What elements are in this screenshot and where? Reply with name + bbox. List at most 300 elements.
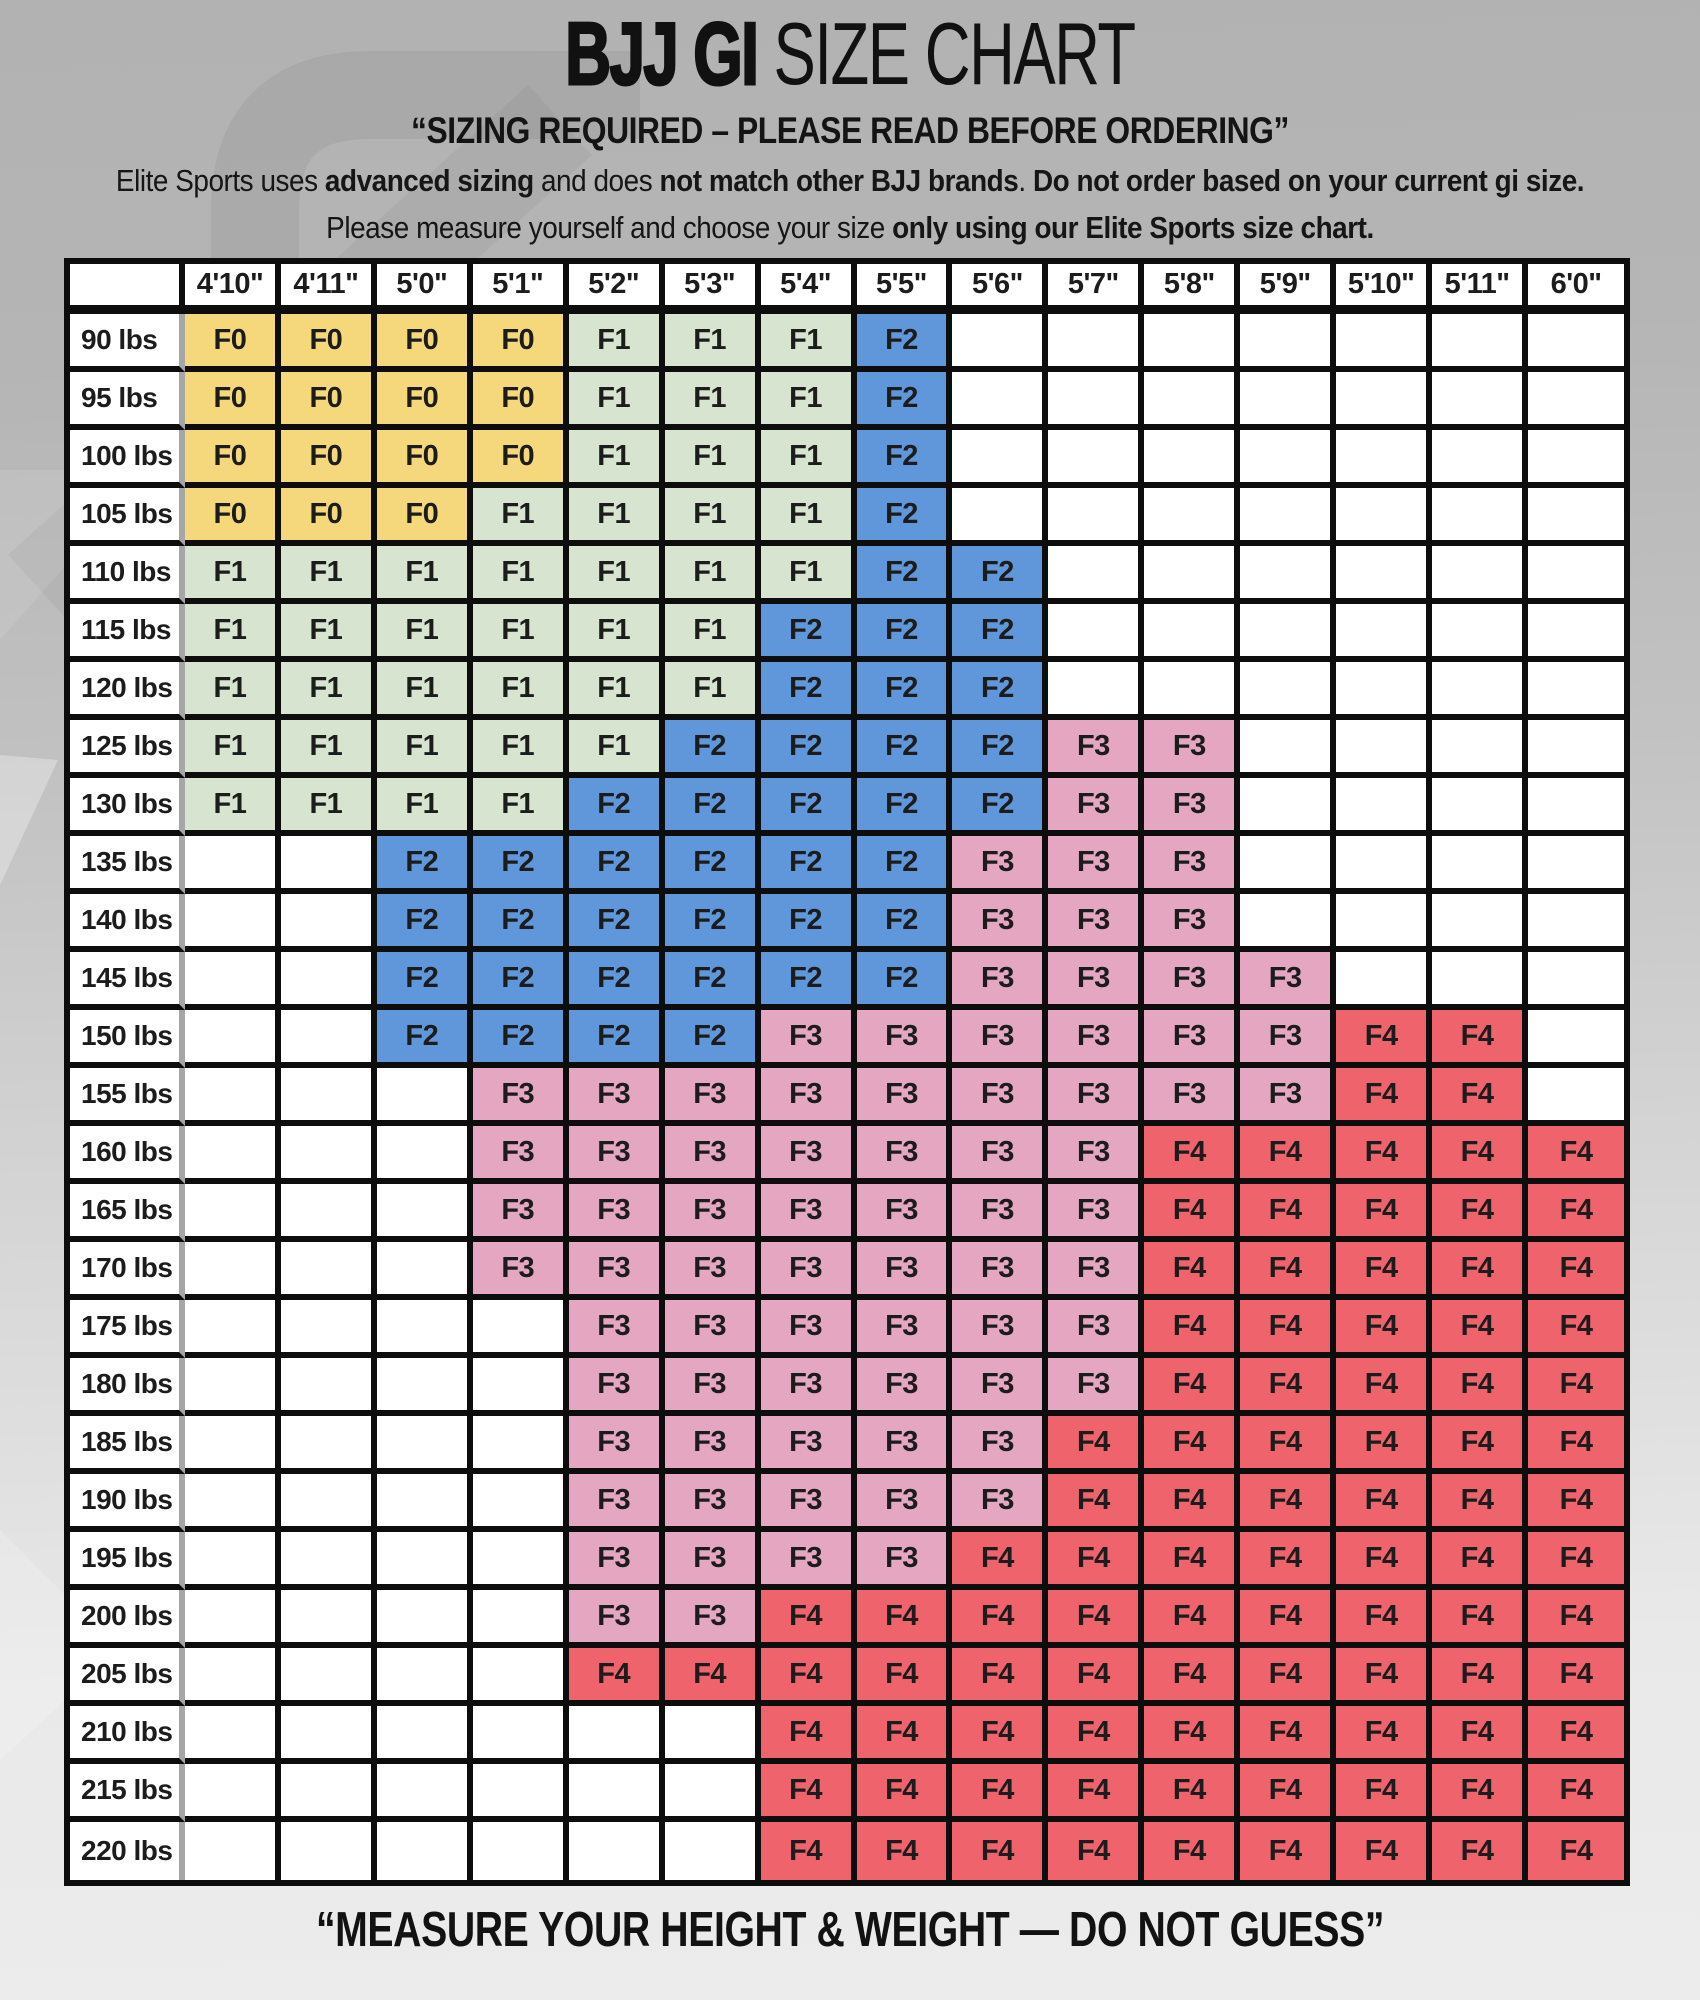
empty-cell	[377, 1300, 473, 1358]
size-cell: F4	[1144, 1242, 1240, 1300]
size-cell: F3	[761, 1474, 857, 1532]
size-cell: F3	[761, 1416, 857, 1474]
size-cell: F1	[665, 662, 761, 720]
size-cell: F4	[952, 1648, 1048, 1706]
size-cell: F1	[569, 488, 665, 546]
weight-label: 170 lbs	[70, 1242, 185, 1300]
empty-cell	[185, 836, 281, 894]
empty-cell	[185, 1068, 281, 1126]
size-cell: F2	[857, 314, 953, 372]
size-cell: F4	[1528, 1706, 1624, 1764]
empty-cell	[569, 1764, 665, 1822]
size-cell: F4	[1240, 1590, 1336, 1648]
empty-cell	[1240, 430, 1336, 488]
size-cell: F1	[761, 546, 857, 604]
size-cell: F3	[1144, 836, 1240, 894]
empty-cell	[1240, 604, 1336, 662]
size-cell: F3	[1048, 1068, 1144, 1126]
size-cell: F3	[665, 1358, 761, 1416]
size-cell: F4	[761, 1590, 857, 1648]
weight-label: 125 lbs	[70, 720, 185, 778]
size-cell: F1	[281, 546, 377, 604]
size-cell: F1	[665, 430, 761, 488]
size-cell: F3	[857, 1068, 953, 1126]
empty-cell	[185, 1358, 281, 1416]
size-cell: F4	[1144, 1300, 1240, 1358]
size-cell: F3	[761, 1068, 857, 1126]
empty-cell	[1240, 372, 1336, 430]
empty-cell	[1240, 778, 1336, 836]
empty-cell	[1528, 488, 1624, 546]
size-cell: F3	[569, 1126, 665, 1184]
size-cell: F1	[377, 662, 473, 720]
size-cell: F1	[377, 604, 473, 662]
sizing-notice-line2	[85, 210, 1615, 246]
size-cell: F2	[857, 894, 953, 952]
size-cell: F3	[952, 1416, 1048, 1474]
size-cell: F0	[185, 488, 281, 546]
size-cell: F2	[857, 604, 953, 662]
size-cell: F3	[1240, 952, 1336, 1010]
size-cell: F4	[857, 1764, 953, 1822]
size-cell: F3	[1144, 1068, 1240, 1126]
size-cell: F1	[665, 488, 761, 546]
empty-cell	[1432, 836, 1528, 894]
size-cell: F4	[1144, 1184, 1240, 1242]
size-cell: F4	[1144, 1532, 1240, 1590]
empty-cell	[1240, 314, 1336, 372]
empty-cell	[281, 1010, 377, 1068]
size-cell: F4	[1432, 1706, 1528, 1764]
empty-cell	[1240, 488, 1336, 546]
empty-cell	[1528, 778, 1624, 836]
size-cell: F1	[377, 778, 473, 836]
empty-cell	[1528, 372, 1624, 430]
size-cell: F3	[952, 1300, 1048, 1358]
size-cell: F3	[1048, 778, 1144, 836]
empty-cell	[377, 1532, 473, 1590]
weight-label: 175 lbs	[70, 1300, 185, 1358]
size-cell: F4	[1144, 1416, 1240, 1474]
empty-cell	[1240, 546, 1336, 604]
size-cell: F4	[1432, 1068, 1528, 1126]
size-cell: F3	[665, 1184, 761, 1242]
size-cell: F2	[857, 488, 953, 546]
size-cell: F4	[1336, 1184, 1432, 1242]
empty-cell	[1048, 372, 1144, 430]
empty-cell	[1432, 662, 1528, 720]
size-cell: F1	[377, 546, 473, 604]
size-cell: F4	[1336, 1822, 1432, 1880]
empty-cell	[1432, 372, 1528, 430]
empty-cell	[952, 372, 1048, 430]
size-cell: F3	[952, 952, 1048, 1010]
size-cell: F4	[761, 1648, 857, 1706]
empty-cell	[665, 1764, 761, 1822]
empty-cell	[281, 1242, 377, 1300]
size-cell: F4	[569, 1648, 665, 1706]
empty-cell	[1336, 894, 1432, 952]
size-cell: F1	[761, 314, 857, 372]
size-cell: F2	[952, 546, 1048, 604]
size-cell: F4	[1528, 1126, 1624, 1184]
weight-label: 215 lbs	[70, 1764, 185, 1822]
notice2-bold-1: only using our Elite Sports size chart.	[892, 210, 1374, 245]
size-cell: F4	[952, 1706, 1048, 1764]
size-cell: F1	[473, 778, 569, 836]
page-title-brand: BJJ GI	[565, 4, 758, 103]
size-cell: F4	[1528, 1184, 1624, 1242]
empty-cell	[1240, 894, 1336, 952]
weight-label: 155 lbs	[70, 1068, 185, 1126]
size-cell: F3	[665, 1532, 761, 1590]
height-header: 5'1"	[473, 264, 569, 314]
size-cell: F1	[185, 662, 281, 720]
size-cell: F3	[569, 1184, 665, 1242]
size-cell: F3	[569, 1532, 665, 1590]
weight-label: 195 lbs	[70, 1532, 185, 1590]
empty-cell	[185, 1822, 281, 1880]
size-cell: F3	[1144, 952, 1240, 1010]
size-cell: F3	[569, 1300, 665, 1358]
size-cell: F4	[1240, 1416, 1336, 1474]
size-cell: F2	[857, 778, 953, 836]
size-cell: F4	[1240, 1764, 1336, 1822]
size-cell: F4	[1240, 1474, 1336, 1532]
size-cell: F3	[761, 1184, 857, 1242]
size-cell: F2	[569, 1010, 665, 1068]
notice1-bold-1: advanced sizing	[324, 163, 534, 198]
size-cell: F3	[665, 1126, 761, 1184]
size-cell: F4	[1144, 1764, 1240, 1822]
size-cell: F2	[377, 836, 473, 894]
size-cell: F3	[857, 1358, 953, 1416]
size-cell: F4	[952, 1532, 1048, 1590]
size-cell: F4	[1144, 1648, 1240, 1706]
empty-cell	[1336, 952, 1432, 1010]
size-cell: F0	[281, 488, 377, 546]
empty-cell	[185, 1590, 281, 1648]
height-header: 5'4"	[761, 264, 857, 314]
weight-label: 190 lbs	[70, 1474, 185, 1532]
size-cell: F1	[665, 604, 761, 662]
size-cell: F3	[569, 1068, 665, 1126]
size-cell: F4	[1048, 1590, 1144, 1648]
size-cell: F3	[1048, 720, 1144, 778]
empty-cell	[1144, 604, 1240, 662]
size-cell: F4	[1240, 1822, 1336, 1880]
size-cell: F1	[569, 720, 665, 778]
size-cell: F2	[761, 836, 857, 894]
size-cell: F3	[952, 1242, 1048, 1300]
size-cell: F4	[1336, 1068, 1432, 1126]
empty-cell	[281, 1126, 377, 1184]
size-cell: F0	[185, 430, 281, 488]
empty-cell	[281, 1706, 377, 1764]
weight-label: 115 lbs	[70, 604, 185, 662]
size-cell: F4	[1048, 1532, 1144, 1590]
size-cell: F4	[857, 1822, 953, 1880]
empty-cell	[1528, 894, 1624, 952]
empty-cell	[281, 1822, 377, 1880]
size-cell: F1	[569, 662, 665, 720]
empty-cell	[185, 1416, 281, 1474]
size-cell: F0	[185, 314, 281, 372]
empty-cell	[952, 430, 1048, 488]
footer-warning: “MEASURE YOUR HEIGHT & WEIGHT — DO NOT GUESS”	[315, 1903, 1385, 1957]
size-cell: F1	[185, 604, 281, 662]
weight-label: 185 lbs	[70, 1416, 185, 1474]
empty-cell	[1432, 546, 1528, 604]
size-cell: F0	[473, 372, 569, 430]
size-cell: F3	[952, 1068, 1048, 1126]
size-cell: F0	[473, 430, 569, 488]
size-cell: F1	[665, 546, 761, 604]
size-cell: F0	[377, 314, 473, 372]
empty-cell	[281, 1358, 377, 1416]
empty-cell	[1336, 314, 1432, 372]
size-cell: F3	[473, 1184, 569, 1242]
size-cell: F4	[1048, 1474, 1144, 1532]
size-cell: F4	[1336, 1300, 1432, 1358]
size-cell: F2	[761, 778, 857, 836]
size-cell: F4	[1528, 1358, 1624, 1416]
empty-cell	[1528, 604, 1624, 662]
empty-cell	[665, 1822, 761, 1880]
size-cell: F2	[761, 952, 857, 1010]
empty-cell	[1528, 720, 1624, 778]
empty-cell	[473, 1358, 569, 1416]
size-cell: F1	[569, 430, 665, 488]
size-cell: F2	[569, 778, 665, 836]
size-cell: F4	[1432, 1358, 1528, 1416]
size-cell: F3	[665, 1300, 761, 1358]
size-cell: F2	[665, 894, 761, 952]
size-cell: F3	[665, 1416, 761, 1474]
empty-cell	[1144, 314, 1240, 372]
empty-cell	[1048, 314, 1144, 372]
empty-cell	[281, 1300, 377, 1358]
size-cell: F1	[761, 488, 857, 546]
size-cell: F4	[1528, 1242, 1624, 1300]
empty-cell	[377, 1242, 473, 1300]
weight-label: 160 lbs	[70, 1126, 185, 1184]
size-cell: F4	[857, 1706, 953, 1764]
size-cell: F3	[952, 1010, 1048, 1068]
empty-cell	[1432, 488, 1528, 546]
empty-cell	[1336, 488, 1432, 546]
size-cell: F2	[569, 952, 665, 1010]
size-cell: F0	[377, 372, 473, 430]
size-cell: F0	[281, 372, 377, 430]
size-cell: F3	[1048, 1184, 1144, 1242]
height-header: 5'11"	[1432, 264, 1528, 314]
weight-label: 150 lbs	[70, 1010, 185, 1068]
empty-cell	[377, 1474, 473, 1532]
size-cell: F1	[377, 720, 473, 778]
empty-cell	[281, 894, 377, 952]
empty-cell	[473, 1648, 569, 1706]
size-cell: F1	[185, 778, 281, 836]
empty-cell	[1144, 488, 1240, 546]
size-cell: F3	[665, 1242, 761, 1300]
size-cell: F3	[857, 1242, 953, 1300]
size-cell: F4	[1432, 1764, 1528, 1822]
size-cell: F3	[1048, 1242, 1144, 1300]
empty-cell	[473, 1706, 569, 1764]
size-cell: F1	[473, 488, 569, 546]
size-cell: F1	[185, 546, 281, 604]
size-cell: F2	[952, 662, 1048, 720]
weight-label: 95 lbs	[70, 372, 185, 430]
size-cell: F3	[1240, 1010, 1336, 1068]
size-cell: F4	[665, 1648, 761, 1706]
empty-cell	[473, 1822, 569, 1880]
size-cell: F3	[665, 1590, 761, 1648]
empty-cell	[1528, 546, 1624, 604]
size-cell: F4	[1144, 1706, 1240, 1764]
height-header: 5'8"	[1144, 264, 1240, 314]
size-cell: F4	[1144, 1474, 1240, 1532]
empty-cell	[569, 1706, 665, 1764]
notice1-bold-2: not match other BJJ brands	[659, 163, 1019, 198]
weight-label: 210 lbs	[70, 1706, 185, 1764]
size-cell: F4	[1048, 1822, 1144, 1880]
size-cell: F2	[761, 662, 857, 720]
empty-cell	[1240, 836, 1336, 894]
size-cell: F3	[569, 1474, 665, 1532]
empty-cell	[1528, 836, 1624, 894]
corner-header-cell	[70, 264, 185, 314]
size-cell: F0	[473, 314, 569, 372]
size-cell: F3	[1048, 1010, 1144, 1068]
height-header: 5'6"	[952, 264, 1048, 314]
empty-cell	[1432, 952, 1528, 1010]
empty-cell	[185, 1126, 281, 1184]
size-cell: F3	[1048, 1300, 1144, 1358]
size-cell: F4	[1336, 1764, 1432, 1822]
size-cell: F2	[665, 1010, 761, 1068]
empty-cell	[281, 1764, 377, 1822]
size-cell: F2	[952, 778, 1048, 836]
size-cell: F4	[1528, 1532, 1624, 1590]
empty-cell	[281, 952, 377, 1010]
size-cell: F3	[1240, 1068, 1336, 1126]
size-cell: F1	[665, 314, 761, 372]
empty-cell	[185, 952, 281, 1010]
empty-cell	[665, 1706, 761, 1764]
size-cell: F4	[1336, 1010, 1432, 1068]
size-cell: F1	[473, 662, 569, 720]
size-cell: F4	[1528, 1822, 1624, 1880]
size-cell: F4	[1144, 1126, 1240, 1184]
empty-cell	[185, 1184, 281, 1242]
size-cell: F4	[1048, 1764, 1144, 1822]
empty-cell	[952, 488, 1048, 546]
size-cell: F1	[569, 546, 665, 604]
empty-cell	[1336, 778, 1432, 836]
size-cell: F2	[569, 894, 665, 952]
size-cell: F2	[857, 720, 953, 778]
size-cell: F3	[857, 1126, 953, 1184]
empty-cell	[377, 1126, 473, 1184]
empty-cell	[377, 1648, 473, 1706]
height-header: 5'7"	[1048, 264, 1144, 314]
weight-label: 120 lbs	[70, 662, 185, 720]
empty-cell	[377, 1590, 473, 1648]
size-cell: F1	[281, 778, 377, 836]
weight-label: 220 lbs	[70, 1822, 185, 1880]
size-cell: F3	[1048, 1126, 1144, 1184]
empty-cell	[1432, 314, 1528, 372]
empty-cell	[569, 1822, 665, 1880]
size-cell: F4	[1528, 1416, 1624, 1474]
size-cell: F3	[761, 1358, 857, 1416]
size-cell: F4	[857, 1590, 953, 1648]
size-cell: F2	[665, 720, 761, 778]
empty-cell	[1528, 1010, 1624, 1068]
size-cell: F3	[473, 1126, 569, 1184]
size-cell: F1	[569, 372, 665, 430]
empty-cell	[281, 1648, 377, 1706]
empty-cell	[377, 1358, 473, 1416]
empty-cell	[1432, 430, 1528, 488]
size-cell: F4	[1336, 1590, 1432, 1648]
size-cell: F3	[1144, 1010, 1240, 1068]
size-cell: F2	[857, 546, 953, 604]
size-cell: F2	[857, 372, 953, 430]
size-cell: F1	[473, 720, 569, 778]
empty-cell	[1336, 836, 1432, 894]
size-cell: F0	[281, 314, 377, 372]
empty-cell	[185, 1706, 281, 1764]
height-header: 6'0"	[1528, 264, 1624, 314]
size-cell: F4	[1336, 1126, 1432, 1184]
height-header: 5'5"	[857, 264, 953, 314]
size-cell: F2	[473, 836, 569, 894]
size-cell: F1	[665, 372, 761, 430]
size-cell: F4	[1432, 1532, 1528, 1590]
size-cell: F3	[665, 1068, 761, 1126]
empty-cell	[185, 1474, 281, 1532]
size-cell: F4	[1432, 1300, 1528, 1358]
size-cell: F4	[1144, 1590, 1240, 1648]
size-cell: F4	[1240, 1532, 1336, 1590]
size-cell: F0	[377, 488, 473, 546]
size-cell: F3	[569, 1416, 665, 1474]
size-cell: F1	[761, 430, 857, 488]
size-cell: F3	[1144, 778, 1240, 836]
weight-label: 100 lbs	[70, 430, 185, 488]
size-cell: F4	[1528, 1300, 1624, 1358]
empty-cell	[1048, 604, 1144, 662]
size-cell: F3	[952, 1474, 1048, 1532]
size-cell: F2	[377, 952, 473, 1010]
size-cell: F4	[1336, 1532, 1432, 1590]
size-cell: F4	[1432, 1822, 1528, 1880]
empty-cell	[1336, 546, 1432, 604]
size-cell: F4	[761, 1764, 857, 1822]
size-cell: F3	[665, 1474, 761, 1532]
size-cell: F2	[569, 836, 665, 894]
size-cell: F4	[1048, 1706, 1144, 1764]
empty-cell	[1144, 372, 1240, 430]
empty-cell	[281, 1416, 377, 1474]
weight-label: 165 lbs	[70, 1184, 185, 1242]
size-cell: F4	[1432, 1416, 1528, 1474]
size-cell: F3	[761, 1126, 857, 1184]
empty-cell	[281, 1532, 377, 1590]
